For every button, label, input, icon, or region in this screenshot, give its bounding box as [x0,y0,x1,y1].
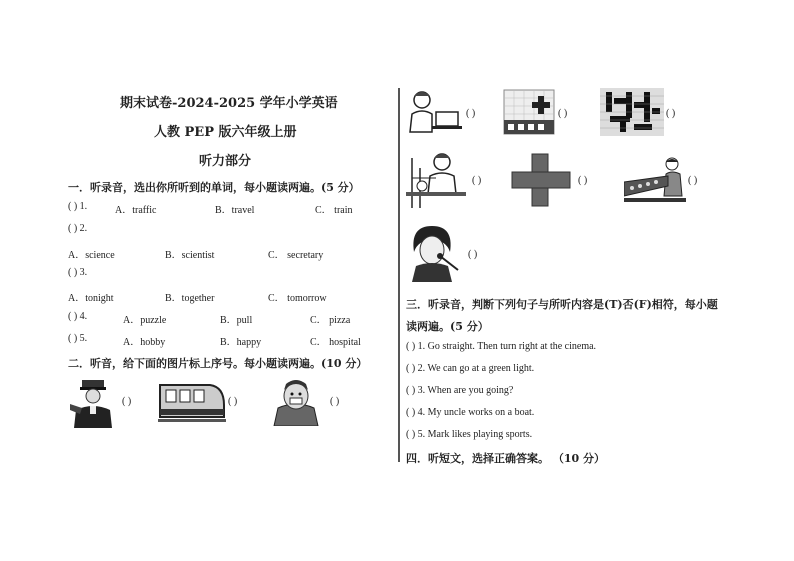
section3-item-3: ( ) 3. When are you going? [406,385,514,396]
column-divider [398,88,400,462]
section2-heading: 二．听音，给下面的图片标上序号。每小题读两遍。(10 分） [68,357,368,370]
title-line-3: 听力部分 [199,154,252,169]
title-line-1: 期末试卷-2024-2025 学年小学英语 [120,96,338,111]
picture-8-paren: ( ) [578,175,588,186]
picture-5-paren: ( ) [558,108,568,119]
picture-6-paren: ( ) [666,108,676,119]
q2-option-b: B．scientist [165,250,215,261]
factory-worker-picture [624,156,686,204]
scientist-picture [406,148,468,210]
train-picture [158,381,226,423]
section3-item-5: ( ) 5. Mark likes playing sports. [406,429,533,440]
q5-option-a: A．hobby [123,337,166,348]
q1-option-c: C． train [315,205,353,216]
q2-option-c: C． secretary [268,250,324,261]
section3-item-2: ( ) 2. We can go at a green light. [406,363,535,374]
q4-blank: ( ) 4. [68,311,88,322]
section3-item-4: ( ) 4. My uncle works on a boat. [406,407,535,418]
police-officer-picture [68,378,116,428]
title-line-2: 人教 PEP 版六年级上册 [154,125,297,140]
section3-item-1: ( ) 1. Go straight. Then turn right at the cinema. [406,341,597,352]
sick-boy-picture [270,378,322,426]
q2-blank: ( ) 2. [68,223,88,234]
section1-heading: 一．听录音，选出你所听到的单词，每小题读两遍。(5 分） [68,181,360,194]
q3-option-c: C． tomorrow [268,293,327,304]
section3-heading-line-2: 读两遍。(5 分） [406,320,489,333]
picture-4-paren: ( ) [466,108,476,119]
picture-2-paren: ( ) [228,396,238,407]
q1-blank: ( ) 1. [68,201,88,212]
q4-option-c: C． pizza [310,315,351,326]
picture-3-paren: ( ) [330,396,340,407]
picture-7-paren: ( ) [472,175,482,186]
cross-picture [510,152,572,208]
q5-option-c: C． hospital [310,337,361,348]
office-worker-picture [408,88,462,136]
crossword-picture [600,88,664,136]
section3-heading-line-1: 三．听录音，判断下列句子与所听内容是(T)否(F)相符，每小题 [406,298,718,311]
q5-blank: ( ) 5. [68,333,88,344]
section4-heading: 四．听短文，选择正确答案。 （10 分） [406,452,605,465]
q2-option-a: A．science [68,250,115,261]
q4-option-b: B．pull [220,315,253,326]
singer-picture [406,222,464,282]
q1-option-b: B．travel [215,205,255,216]
q4-option-a: A．puzzle [123,315,167,326]
q3-blank: ( ) 3. [68,267,88,278]
q1-option-a: A．traffic [115,205,157,216]
q3-option-a: A．tonight [68,293,114,304]
picture-9-paren: ( ) [688,175,698,186]
q3-option-b: B．together [165,293,215,304]
hospital-picture [502,88,556,136]
q5-option-b: B．happy [220,337,262,348]
picture-1-paren: ( ) [122,396,132,407]
picture-10-paren: ( ) [468,249,478,260]
